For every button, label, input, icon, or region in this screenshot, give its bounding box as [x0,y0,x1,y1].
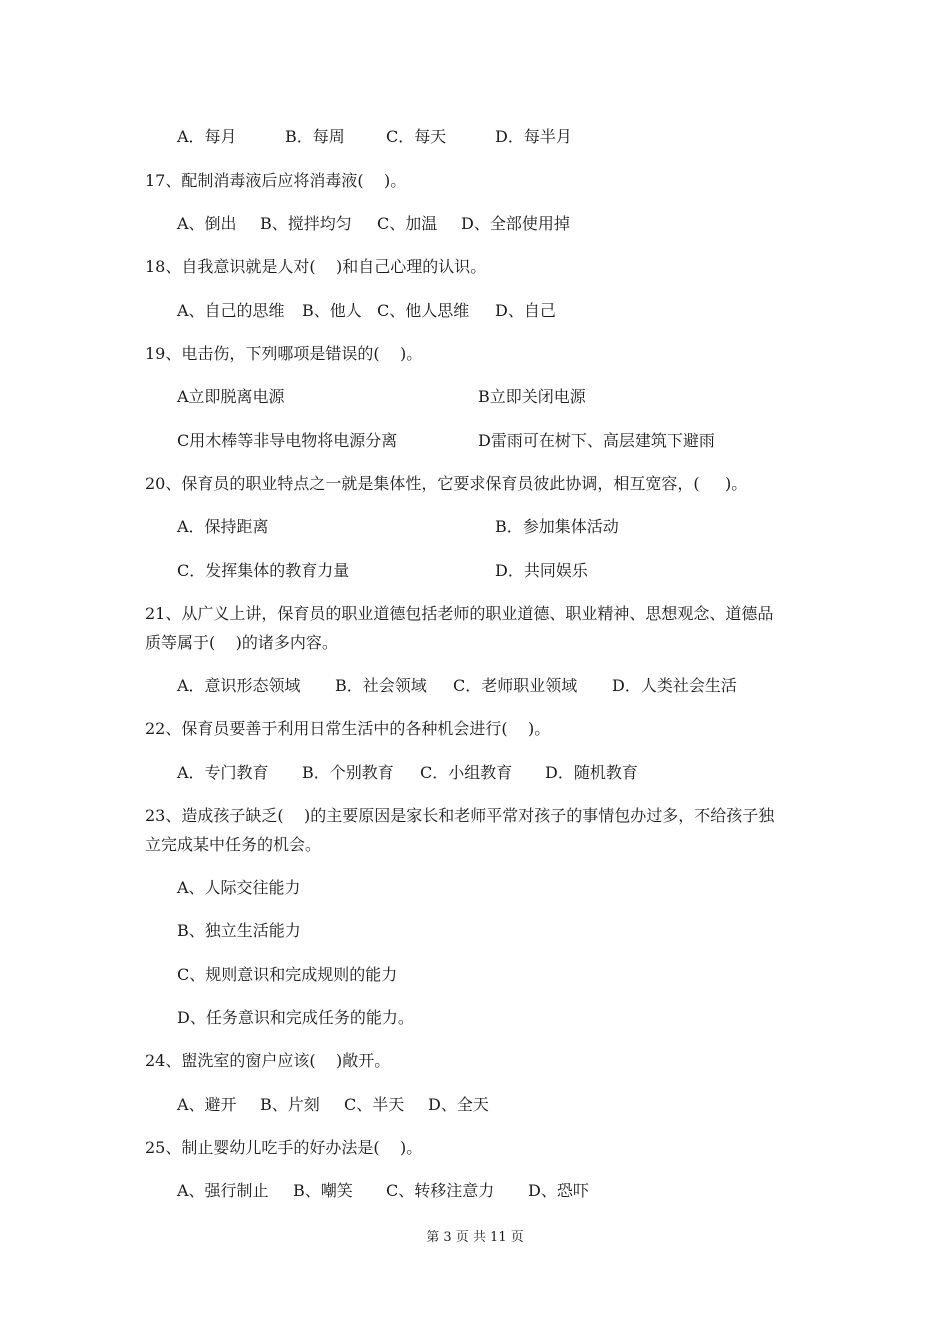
q16-option-b: B．每周 [285,127,345,146]
q23-option-b: B、独立生活能力 [177,921,301,940]
q18-option-d: D、自己 [495,301,556,320]
q19-stem: 19、电击伤，下列哪项是错误的( )。 [145,344,423,363]
q20-stem: 20、保育员的职业特点之一就是集体性，它要求保育员彼此协调，相互宽容，( )。 [145,474,748,493]
q18-option-b: B、他人 [302,301,362,320]
q21-stem-line1: 21、从广义上讲，保育员的职业道德包括老师的职业道德、职业精神、思想观念、道德品 [145,604,774,623]
q19-option-a: A立即脱离电源 [177,387,285,406]
q20-option-d: D．共同娱乐 [495,561,588,580]
q25-option-d: D、恐吓 [528,1181,589,1200]
q22-option-b: B．个别教育 [302,763,394,782]
q21-option-c: C．老师职业领域 [453,676,578,695]
q21-option-a: A．意识形态领域 [177,676,301,695]
q20-option-c: C．发挥集体的教育力量 [177,561,350,580]
q20-option-b: B．参加集体活动 [495,517,619,536]
q24-option-a: A、避开 [177,1095,237,1114]
q17-option-d: D、全部使用掉 [461,214,570,233]
q19-option-c: C用木棒等非导电物将电源分离 [177,431,398,450]
page-footer: 第 3 页 共 11 页 [426,1230,524,1245]
q18-stem: 18、自我意识就是人对( )和自己心理的认识。 [145,257,487,276]
q18-option-a: A、自己的思维 [177,301,285,320]
q24-option-d: D、全天 [428,1095,489,1114]
q25-option-c: C、转移注意力 [386,1181,495,1200]
q20-option-a: A．保持距离 [177,517,269,536]
q23-stem-line2: 立完成某中任务的机会。 [145,835,322,854]
q23-option-d: D、任务意识和完成任务的能力。 [177,1008,414,1027]
q22-option-a: A．专门教育 [177,763,269,782]
q16-option-a: A．每月 [177,127,237,146]
q17-option-a: A、倒出 [177,214,237,233]
q17-option-c: C、加温 [377,214,438,233]
q21-stem-line2: 质等属于( )的诸多内容。 [145,633,338,652]
q22-stem: 22、保育员要善于利用日常生活中的各种机会进行( )。 [145,719,551,738]
q19-option-d: D雷雨可在树下、高层建筑下避雨 [478,431,715,450]
q23-stem-line1: 23、造成孩子缺乏( )的主要原因是家长和老师平常对孩子的事情包办过多，不给孩子独 [145,806,775,825]
q25-stem: 25、制止婴幼儿吃手的好办法是( )。 [145,1138,423,1157]
q22-option-d: D．随机教育 [545,763,638,782]
q23-option-c: C、规则意识和完成规则的能力 [177,965,398,984]
q17-option-b: B、搅拌均匀 [260,214,352,233]
q23-option-a: A、人际交往能力 [177,878,301,897]
q25-option-b: B、嘲笑 [293,1181,353,1200]
q17-stem: 17、配制消毒液后应将消毒液( )。 [145,171,407,190]
q21-option-b: B．社会领域 [335,676,427,695]
q25-option-a: A、强行制止 [177,1181,269,1200]
q19-option-b: B立即关闭电源 [478,387,586,406]
q21-option-d: D．人类社会生活 [612,676,737,695]
q24-option-b: B、片刻 [260,1095,320,1114]
q24-stem: 24、盥洗室的窗户应该( )敞开。 [145,1051,391,1070]
q16-option-c: C．每天 [386,127,447,146]
q16-option-d: D．每半月 [495,127,572,146]
q22-option-c: C．小组教育 [420,763,513,782]
q18-option-c: C、他人思维 [377,301,470,320]
q24-option-c: C、半天 [344,1095,405,1114]
